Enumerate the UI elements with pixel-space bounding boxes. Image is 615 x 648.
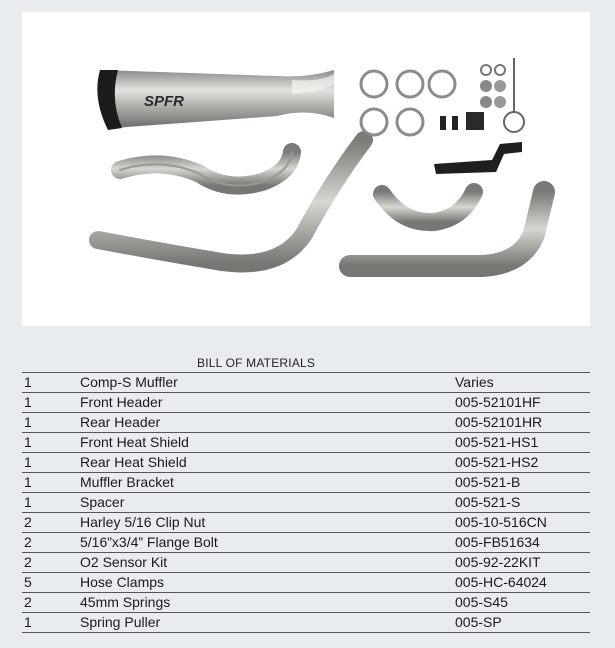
bom-table-body bbox=[22, 373, 590, 633]
part-number-cell: 005-521-HS1 bbox=[455, 433, 590, 453]
qty-cell: 5 bbox=[22, 573, 80, 593]
muffler-logo: SPFR bbox=[144, 93, 185, 110]
part-number-cell: 005-HC-64024 bbox=[455, 573, 590, 593]
table-row bbox=[22, 413, 590, 433]
front-header bbox=[120, 152, 292, 186]
table-row bbox=[22, 593, 590, 613]
part-number-cell: 005-521-S bbox=[455, 493, 590, 513]
part-number-cell: 005-92-22KIT bbox=[455, 553, 590, 573]
part-number-cell: 005-FB51634 bbox=[455, 533, 590, 553]
muffler-bracket bbox=[434, 142, 522, 174]
qty-cell: 1 bbox=[22, 413, 80, 433]
description-cell: Front Heat Shield bbox=[80, 433, 455, 453]
qty-cell: 2 bbox=[22, 513, 80, 533]
table-row bbox=[22, 573, 590, 593]
qty-cell: 1 bbox=[22, 373, 80, 393]
qty-cell: 1 bbox=[22, 473, 80, 493]
qty-cell: 2 bbox=[22, 533, 80, 553]
table-row bbox=[22, 453, 590, 473]
table-row bbox=[22, 473, 590, 493]
qty-cell: 2 bbox=[22, 593, 80, 613]
description-cell: Comp-S Muffler bbox=[80, 373, 455, 393]
description-cell: Spring Puller bbox=[80, 613, 455, 633]
table-row bbox=[22, 533, 590, 553]
muffler bbox=[97, 70, 334, 130]
description-cell: Front Header bbox=[80, 393, 455, 413]
part-number-cell: 005-S45 bbox=[455, 593, 590, 613]
part-number-cell: 005-52101HR bbox=[455, 413, 590, 433]
description-cell: Harley 5/16 Clip Nut bbox=[80, 513, 455, 533]
description-cell: 5/16”x3/4” Flange Bolt bbox=[80, 533, 455, 553]
qty-cell: 1 bbox=[22, 613, 80, 633]
qty-cell: 1 bbox=[22, 493, 80, 513]
part-number-cell: 005-521-HS2 bbox=[455, 453, 590, 473]
description-cell: Spacer bbox=[80, 493, 455, 513]
bill-of-materials bbox=[22, 354, 590, 633]
table-row bbox=[22, 393, 590, 413]
table-row bbox=[22, 513, 590, 533]
part-number-cell: 005-52101HF bbox=[455, 393, 590, 413]
heat-shields bbox=[350, 192, 544, 266]
bom-table bbox=[22, 372, 590, 633]
description-cell: Rear Header bbox=[80, 413, 455, 433]
table-row bbox=[22, 613, 590, 633]
description-cell: Hose Clamps bbox=[80, 573, 455, 593]
exhaust-kit-illustration bbox=[22, 12, 590, 326]
table-row bbox=[22, 433, 590, 453]
description-cell: Muffler Bracket bbox=[80, 473, 455, 493]
hardware bbox=[434, 58, 524, 174]
description-cell: 45mm Springs bbox=[80, 593, 455, 613]
table-row bbox=[22, 493, 590, 513]
description-cell: O2 Sensor Kit bbox=[80, 553, 455, 573]
table-row bbox=[22, 373, 590, 393]
product-photo bbox=[22, 12, 590, 326]
table-row bbox=[22, 553, 590, 573]
qty-cell: 2 bbox=[22, 553, 80, 573]
qty-cell: 1 bbox=[22, 433, 80, 453]
part-number-cell: 005-SP bbox=[455, 613, 590, 633]
part-number-cell: 005-521-B bbox=[455, 473, 590, 493]
part-number-cell: 005-10-516CN bbox=[455, 513, 590, 533]
bom-title: BILL OF MATERIALS bbox=[197, 356, 316, 370]
qty-cell: 1 bbox=[22, 393, 80, 413]
description-cell: Rear Heat Shield bbox=[80, 453, 455, 473]
qty-cell: 1 bbox=[22, 453, 80, 473]
part-number-cell: Varies bbox=[455, 373, 590, 393]
